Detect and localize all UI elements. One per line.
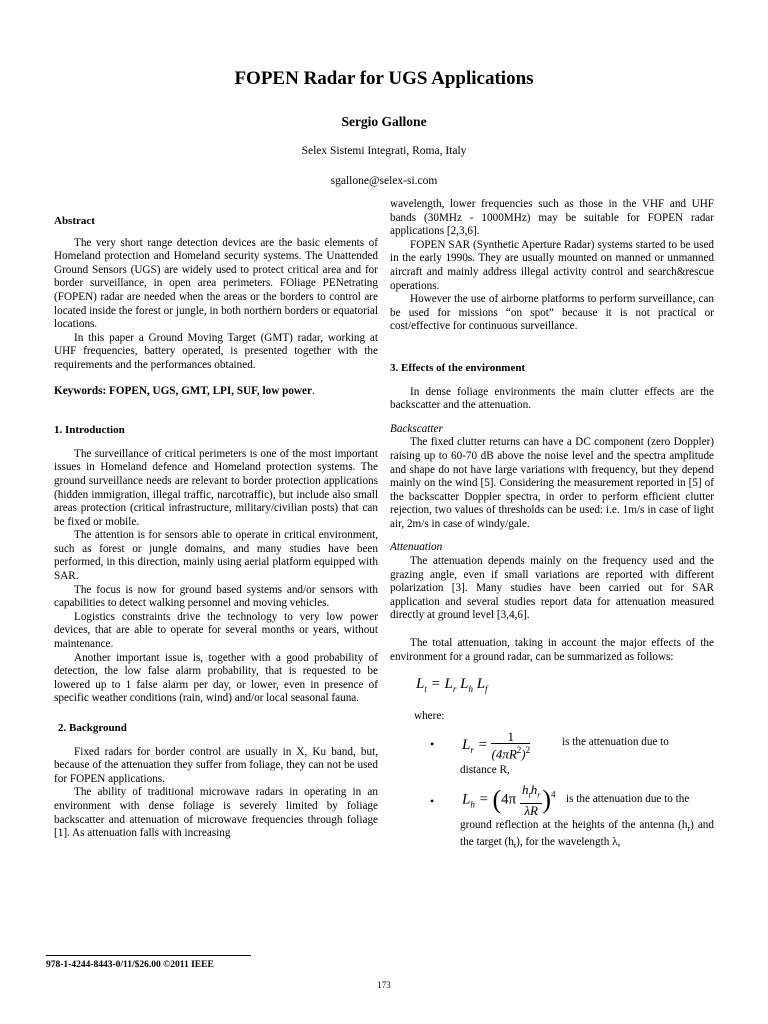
author-name: Sergio Gallone (341, 114, 427, 129)
equation-ground-reflection: • $L_h = (4\pi$ $\frac{h_th_r}{\lambda R}$ )$^4$ is the attenuation due to the (430, 782, 690, 818)
body-paragraph: The focus is now for ground based systems and/or sensors with capabilities to detect walking personnel and moving vehicles. (54, 583, 378, 610)
body-paragraph: The ability of traditional microwave radars in operating in an environment with dense foliage is severely limited by foliage backscatter and attenuation of microwave frequencies through foliage [1]. As attenuation falls with increasing (54, 786, 378, 840)
body-paragraph: However the use of airborne platforms to perform surveillance, can be used for missions “on spot” because it is not practical or cost/effective for continuous surveillance. (390, 293, 714, 333)
subheading-backscatter: Backscatter (390, 422, 443, 435)
body-paragraph: Logistics constraints drive the technology to very low power devices, that are able to operate for several months or years, without maintenance. (54, 610, 378, 651)
body-paragraph: The total attenuation, taking in account the major effects of the environment for a ground radar, can be summarized as follows: (390, 637, 714, 663)
author-email: sgallone@selex-si.com (330, 175, 438, 187)
body-paragraph: FOPEN SAR (Synthetic Aperture Radar) systems started to be used in the early 1990s. They are usually mounted on manned or unmanned aircraft and mainly address illegal activity control and search&rescue operations. (390, 238, 714, 292)
section-heading-background: 2. Background (58, 722, 127, 734)
equation-distance-attenuation: • $L_r$ = $\frac{1}{(4\pi R^2)^2}$ is the attenuation due to (430, 728, 669, 762)
bullet2-continuation: ground reflection at the heights of the antenna $(h_r)$ and the target $(h_t)$, for the wavelength λ, (460, 819, 714, 851)
body-paragraph: The surveillance of critical perimeters is one of the most important issues in Homeland defence and Homeland protection systems. The ground surveillance needs are relevant to border protection applications (hidden immigration, illegal traffic, narcotraffic), but include also small areas protection (critical infrastructure, military/civilian posts) that can be fixed or mobile. (54, 447, 378, 528)
bullet-icon: • (430, 794, 435, 809)
section-heading-environment: 3. Effects of the environment (390, 361, 526, 374)
paper-title: FOPEN Radar for UGS Applications (234, 68, 534, 89)
page-number: 173 (377, 980, 391, 990)
subheading-attenuation: Attenuation (390, 541, 443, 554)
body-paragraph: The attention is for sensors able to operate in critical environment, such as forest or jungle domains, and many studies have been performed, in this direction, mainly using aerial platform equipped with SAR. (54, 529, 378, 583)
section-heading-introduction: 1. Introduction (54, 424, 125, 437)
body-paragraph: wavelength, lower frequencies such as those in the VHF and UHF bands (30MHz - 1000MHz) may be suitable for FOPEN radar applications [2,3,6]. (390, 198, 714, 238)
abstract-paragraph: The very short range detection devices are the basic elements of Homeland protection and Homeland security systems. The Unattended Ground Sensors (UGS) are widely used to protect critical area and for border surveillance, in open area perimeters. FOliage PENetrating (FOPEN) radar are needed when the areas or the borders to control are located inside the forest or jungle, in both northern borders or equatorial locations. (54, 236, 378, 331)
bullet1-continuation: distance R, (460, 763, 510, 776)
keywords: Keywords: FOPEN, UGS, GMT, LPI, SUF, low power. (54, 384, 315, 397)
keywords-text: Keywords: FOPEN, UGS, GMT, LPI, SUF, low power (54, 384, 312, 397)
footer-rule (46, 955, 251, 956)
author-affiliation: Selex Sistemi Integrati, Roma, Italy (301, 145, 467, 157)
copyright-notice: 978-1-4244-8443-0/11/$26.00 ©2011 IEEE (46, 960, 214, 970)
bullet-icon: • (430, 736, 435, 751)
left-column (54, 200, 378, 841)
abstract-heading: Abstract (54, 215, 95, 227)
right-column (390, 198, 714, 853)
body-paragraph: Fixed radars for border control are usually in X, Ku band, but, because of the attenuation they suffer from foliage, they can not be used for FOPEN applications. (54, 745, 378, 785)
body-paragraph: Another important issue is, together with a good probability of detection, the low false alarm probability, that is requested to be lowered up to 1 false alarm per day, or lower, even in presence of specific weather conditions (rain, wind) and/or local seasonal fauna. (54, 651, 378, 705)
body-paragraph: In dense foliage environments the main clutter effects are the backscatter and the attenuation. (390, 385, 714, 412)
equation-total-attenuation: $L_t = L_r$ $L_h$ $L_f$ (416, 676, 488, 695)
body-paragraph: The attenuation depends mainly on the frequency used and the grazing angle, even if small variations are reported with different polarization [3]. Many studies have been carried out for SAR application and several studies report data for attenuation measured directly at ground level [3,4,6]. (390, 555, 714, 622)
body-paragraph: The fixed clutter returns can have a DC component (zero Doppler) raising up to 60-70 dB above the noise level and the spectra amplitude and shape do not have large variations with frequency, but they depend mainly on the wind [5]. Considering the measurement reported in [5] of the backscatter Doppler spectra, in order to perform efficient clutter rejection, two values of thresholds can be used: i.e. 1m/s in case of light air, 2m/s in case of windy/gale. (390, 436, 714, 530)
where-label: where: (414, 710, 445, 723)
abstract-paragraph: In this paper a Ground Moving Target (GMT) radar, working at UHF frequencies, battery operated, is presented together with the requirements and the performances obtained. (54, 331, 378, 371)
